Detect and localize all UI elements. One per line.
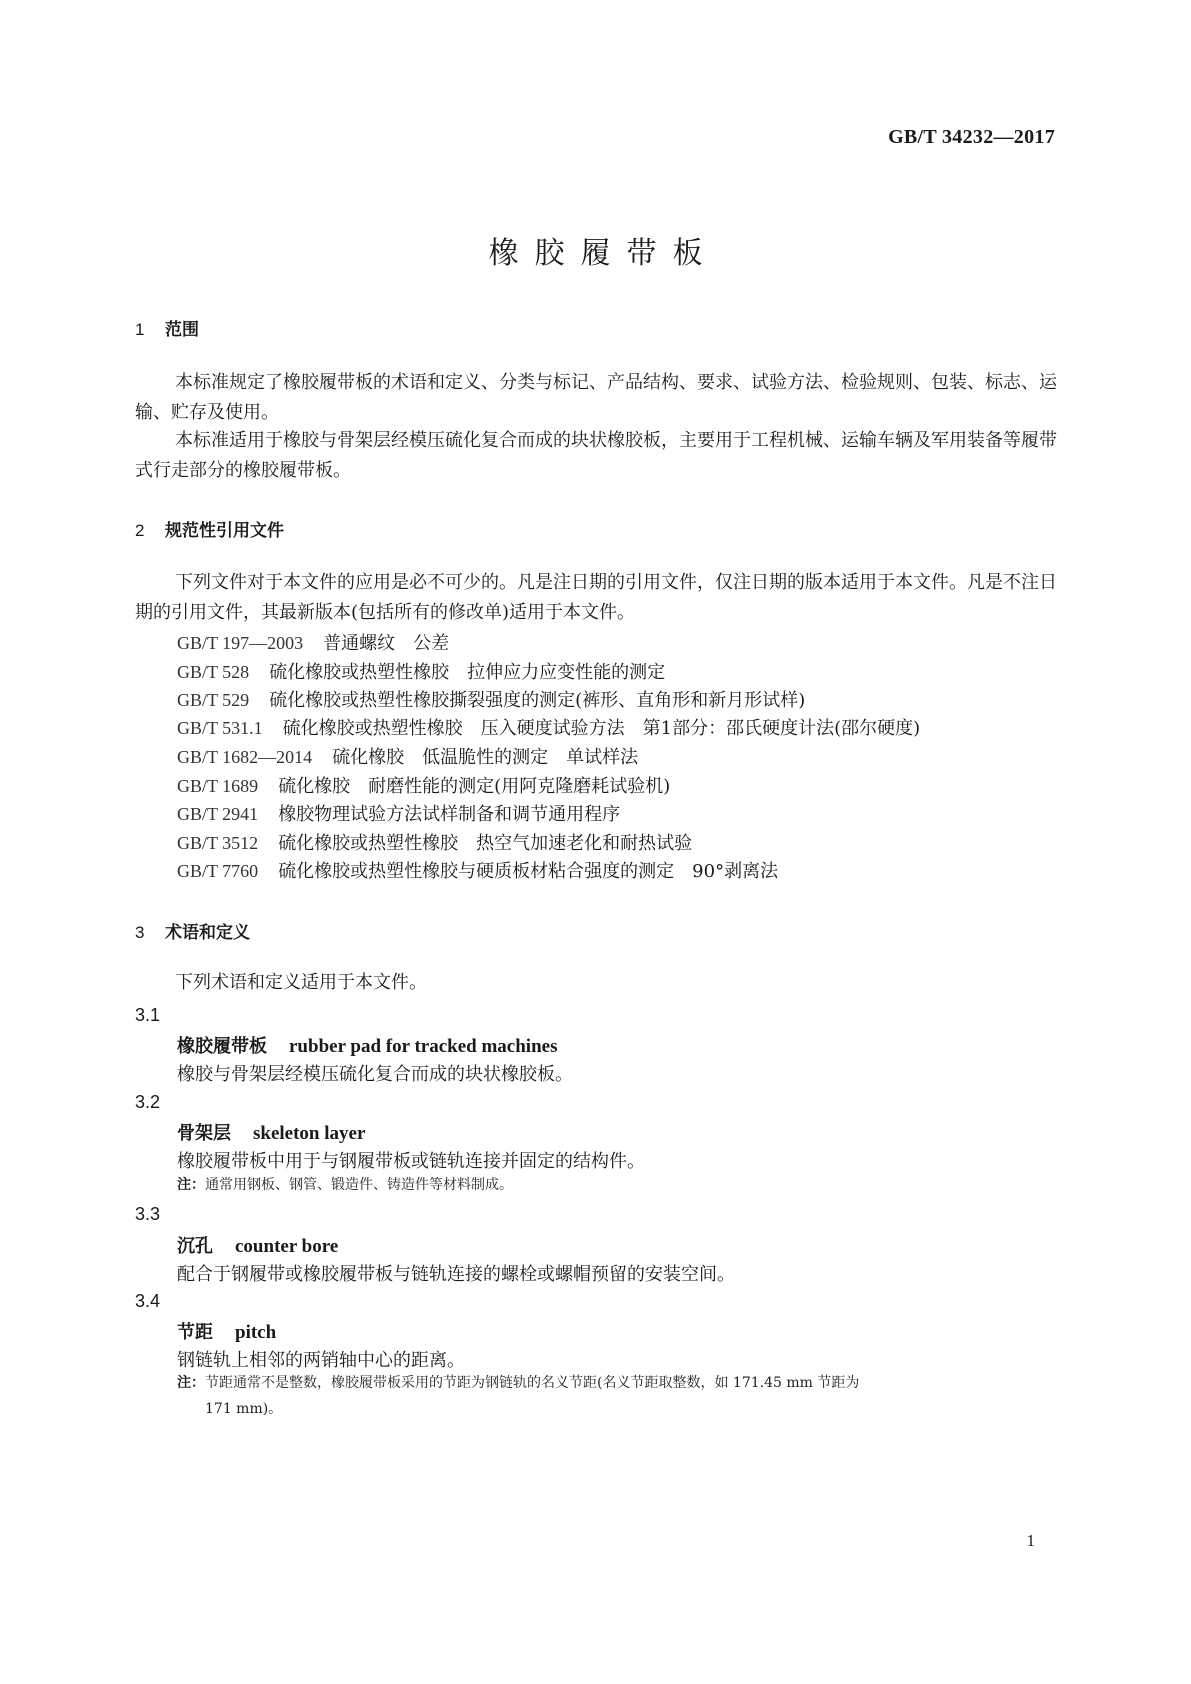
reference-item [177, 716, 920, 741]
section-number: 3 [135, 923, 145, 942]
reference-item [177, 774, 670, 799]
term-number: 3.2 [135, 1092, 161, 1112]
reference-title: 硫化橡胶或热塑性橡胶 热空气加速老化和耐热试验 [278, 833, 693, 854]
note-label: 注： [177, 1375, 205, 1391]
section-title: 范围 [165, 320, 199, 340]
term-chinese: 节距 [177, 1322, 213, 1343]
section-3-heading [135, 918, 250, 943]
section-1-heading [135, 315, 199, 340]
reference-item [177, 745, 638, 770]
section-2-heading [135, 516, 284, 541]
scope-paragraph-1: 本标准规定了橡胶履带板的术语和定义、分类与标记、产品结构、要求、试验方法、检验规则、包装、标志、运输、贮存及使用。 [135, 372, 1057, 423]
term-note [177, 1172, 513, 1198]
term-chinese: 骨架层 [177, 1123, 231, 1144]
term-definition: 钢链轨上相邻的两销轴中心的距离。 [177, 1350, 465, 1371]
term-number: 3.1 [135, 1005, 161, 1025]
term-number: 3.3 [135, 1204, 161, 1224]
term-definition: 配合于钢履带或橡胶履带板与链轨连接的螺栓或螺帽预留的安装空间。 [177, 1264, 735, 1285]
document-title: 橡胶履带板 [488, 236, 719, 271]
reference-code: GB/T 2941 [177, 804, 259, 824]
reference-code: GB/T 7760 [177, 861, 259, 881]
reference-title: 硫化橡胶或热塑性橡胶与硬质板材粘合强度的测定 90°剥离法 [278, 861, 779, 882]
reference-item [177, 859, 778, 884]
reference-title: 硫化橡胶 耐磨性能的测定(用阿克隆磨耗试验机) [278, 776, 671, 797]
reference-title: 硫化橡胶或热塑性橡胶 压入硬度试验方法 第1部分：邵氏硬度计法(邵尔硬度) [282, 718, 921, 739]
section-title: 规范性引用文件 [165, 521, 284, 541]
term-note [177, 1370, 1057, 1422]
reference-title: 硫化橡胶或热塑性橡胶撕裂强度的测定(裤形、直角形和新月形试样) [269, 690, 806, 711]
reference-item [177, 802, 620, 827]
references-intro: 下列文件对于本文件的应用是必不可少的。凡是注日期的引用文件，仅注日期的版本适用于本文件。凡是不注日期的引用文件，其最新版本(包括所有的修改单)适用于本文件。 [135, 572, 1057, 623]
section-title: 术语和定义 [165, 923, 250, 943]
note-text: 节距通常不是整数，橡胶履带板采用的节距为钢链轨的名义节距(名义节距取整数，如 171.45 mm 节距为 [205, 1375, 860, 1391]
term-definition: 橡胶与骨架层经模压硫化复合而成的块状橡胶板。 [177, 1064, 573, 1085]
reference-title: 硫化橡胶或热塑性橡胶 拉伸应力应变性能的测定 [269, 662, 666, 683]
term-heading [177, 1232, 338, 1258]
term-english: skeleton layer [253, 1123, 366, 1144]
reference-code: GB/T 1682—2014 [177, 747, 313, 767]
term-chinese: 橡胶履带板 [177, 1036, 267, 1057]
section-number: 1 [135, 320, 145, 339]
term-english: counter bore [235, 1236, 339, 1257]
term-english: pitch [235, 1322, 277, 1343]
term-heading [177, 1032, 557, 1058]
note-text-continued: 171 mm)。 [205, 1401, 283, 1417]
reference-code: GB/T 529 [177, 690, 250, 710]
reference-code: GB/T 1689 [177, 776, 259, 796]
term-definition: 橡胶履带板中用于与钢履带板或链轨连接并固定的结构件。 [177, 1151, 645, 1172]
reference-title: 普通螺纹 公差 [323, 633, 450, 654]
reference-code: GB/T 197—2003 [177, 633, 304, 653]
reference-code: GB/T 3512 [177, 833, 259, 853]
reference-item [177, 660, 665, 685]
reference-code: GB/T 528 [177, 662, 250, 682]
note-text: 通常用钢板、钢管、锻造件、铸造件等材料制成。 [205, 1177, 513, 1193]
reference-item [177, 688, 805, 713]
reference-title: 硫化橡胶 低温脆性的测定 单试样法 [332, 747, 639, 768]
term-english: rubber pad for tracked machines [289, 1036, 558, 1057]
term-number: 3.4 [135, 1291, 161, 1311]
reference-item [177, 631, 449, 656]
scope-paragraph-2: 本标准适用于橡胶与骨架层经模压硫化复合而成的块状橡胶板，主要用于工程机械、运输车辆及军用装备等履带式行走部分的橡胶履带板。 [135, 430, 1057, 481]
page-number: 1 [1026, 1531, 1035, 1550]
standard-number: GB/T 34232—2017 [888, 126, 1055, 148]
term-heading [177, 1119, 365, 1145]
note-label: 注： [177, 1177, 205, 1193]
term-chinese: 沉孔 [177, 1236, 213, 1257]
reference-item [177, 831, 692, 856]
section-number: 2 [135, 521, 145, 540]
reference-title: 橡胶物理试验方法试样制备和调节通用程序 [278, 804, 621, 825]
term-heading [177, 1318, 276, 1344]
reference-code: GB/T 531.1 [177, 718, 263, 738]
terms-intro: 下列术语和定义适用于本文件。 [175, 972, 427, 993]
